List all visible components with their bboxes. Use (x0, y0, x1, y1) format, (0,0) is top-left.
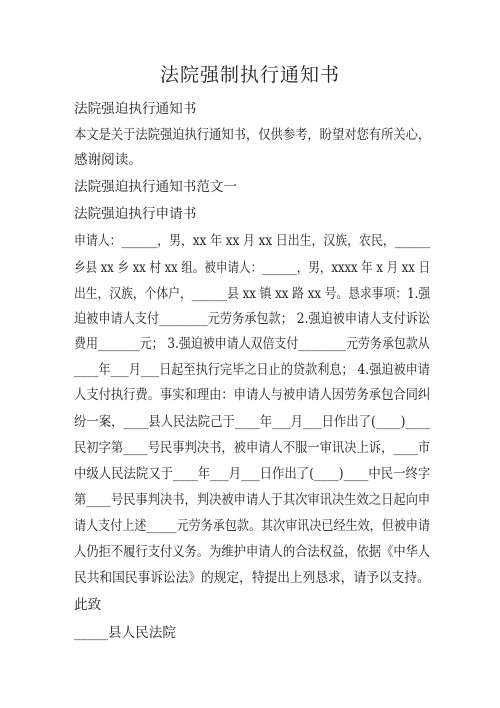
text-line: 出生，汉族，个体户，______县 xx 镇 xx 路 xx 号。恳求事项：1.强 (74, 286, 431, 302)
text-line: 费用_______元； 3.强迫被申请人双倍支付________元劳务承包款从 (74, 336, 430, 352)
text-line: 法院强迫执行申请书 (74, 206, 197, 222)
text-line: 本文是关于法院强迫执行通知书，仅供参考，盼望对您有所关心， (74, 127, 431, 143)
text-line: 纷一案，____县人民法院己于____年___月___日作出了(____)____ (74, 414, 431, 430)
text-line: 民初字第____号民事判决书，被申请人不服一审讯决上诉，____市 (74, 440, 431, 456)
text-line: 迫被申请人支付________元劳务承包款； 2.强迫被申请人支付诉讼 (74, 311, 430, 327)
closing-salutation: 此致 (74, 597, 102, 613)
text-line: 民共和国民事诉讼法》的规定，特提出上列恳求，请予以支持。 (74, 570, 430, 586)
text-line: 中级人民法院又于____年___月___日作出了(____)____中民一终字 (74, 466, 431, 482)
text-line: 人仍拒不履行支付义务。为维护申请人的合法权益，依据《中华人 (74, 544, 431, 560)
text-line: 感谢阅读。 (74, 152, 142, 168)
text-line: 人支付执行费。事实和理由：申请人与被申请人因劳务承包合同纠 (74, 387, 431, 403)
text-line: 第____号民事判决书，判决被申请人于其次审讯决生效之日起向申 (74, 492, 431, 508)
text-line: 请人支付上述_____元劳务承包款。其次审讯决已经生效，但被申请 (74, 518, 431, 534)
text-line: 申请人：______，男，xx 年 xx 月 xx 日出生，汉族，农民，______ (74, 233, 431, 249)
text-line: 法院强迫执行通知书范文一 (74, 179, 238, 195)
text-line: 乡县 xx 乡 xx 村 xx 组。被申请人：______，男，xxxx 年 x 月 xx 日 (74, 260, 431, 276)
document-title: 法院强制执行通知书 (159, 64, 340, 86)
text-line: ____年___月___日起至执行完毕之日止的贷款利息； 4.强迫被申请 (74, 362, 430, 378)
text-line: 法院强迫执行通知书 (74, 101, 197, 117)
recipient-court: _____县人民法院 (74, 625, 176, 641)
